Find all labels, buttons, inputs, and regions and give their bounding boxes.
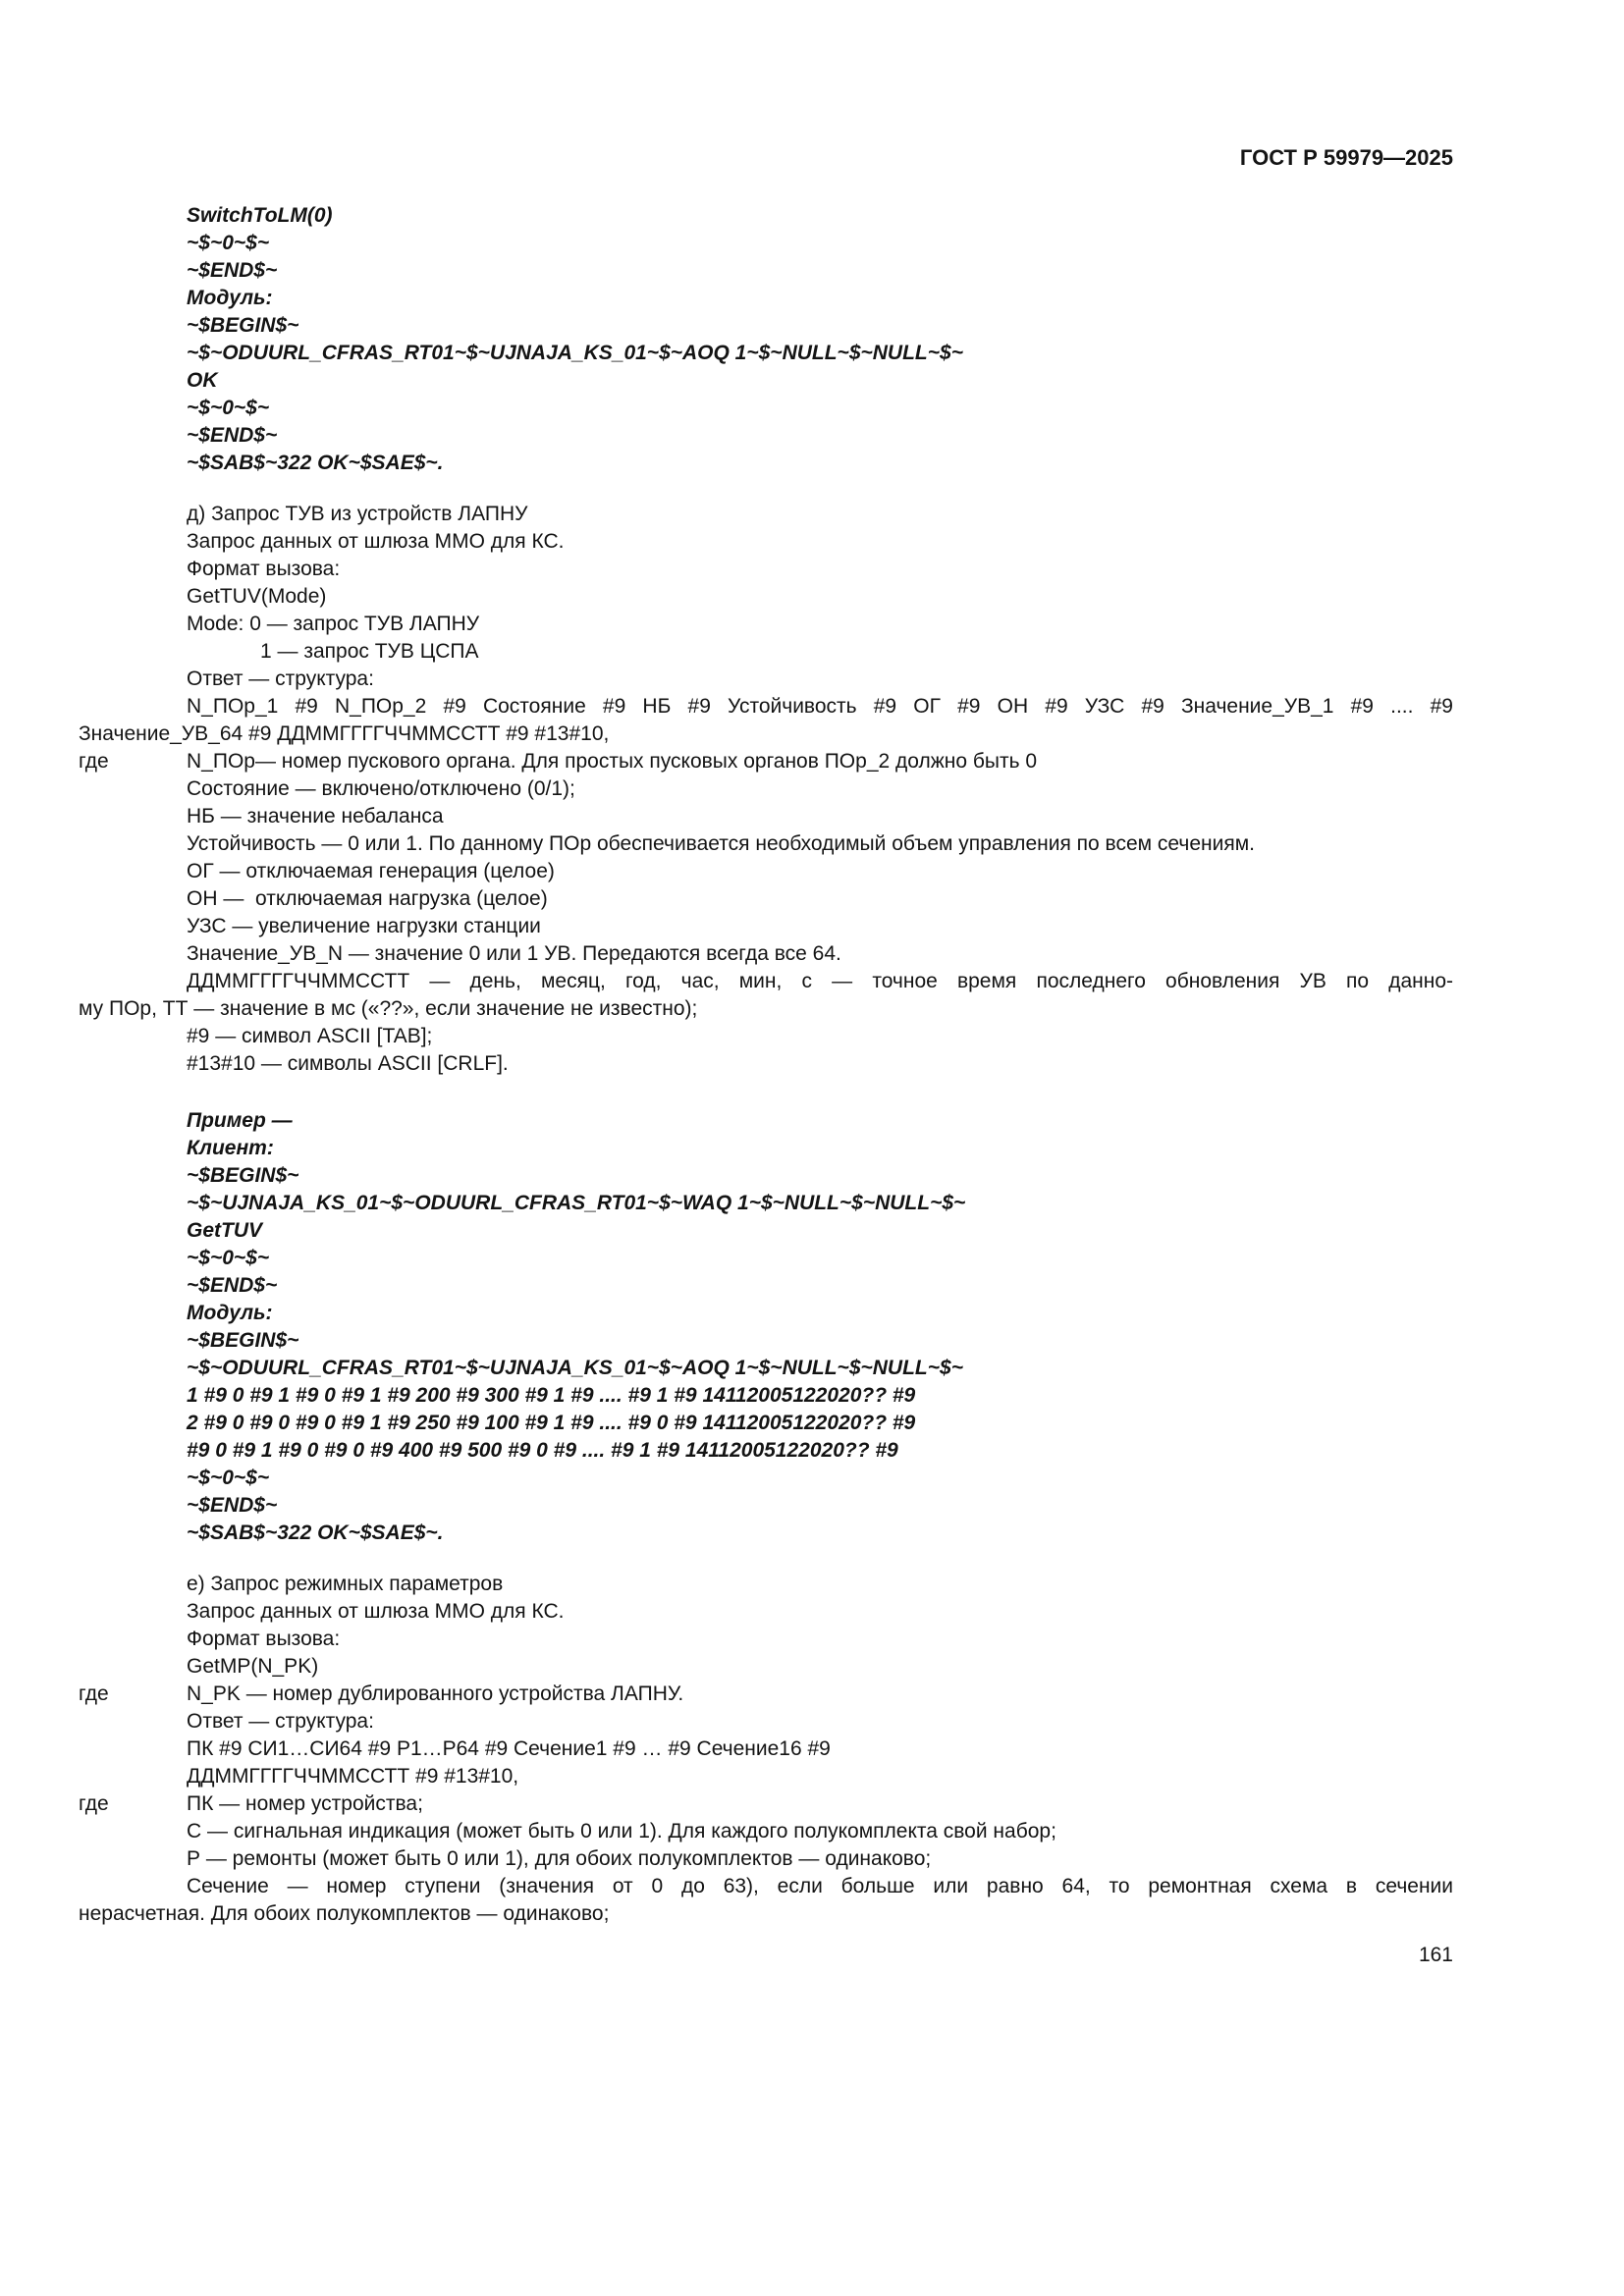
- text-line: Модуль:: [187, 287, 273, 309]
- text-line: ~$SAB$~322 OK~$SAE$~.: [187, 452, 444, 474]
- text-line: GetTUV(Mode): [187, 585, 327, 608]
- text-line: SwitchToLM(0): [187, 204, 333, 227]
- text-line: N_ПОр_1 #9 N_ПОр_2 #9 Состояние #9 НБ #9 Устойчивость #9 ОГ #9 ОН #9 УЗС #9 Значение_УВ_1 #9 .... #9: [187, 695, 1453, 718]
- text-line: #9 0 #9 1 #9 0 #9 0 #9 400 #9 500 #9 0 #9 .... #9 1 #9 14112005122020?? #9: [187, 1439, 898, 1462]
- text-line: ~$~0~$~: [187, 1467, 270, 1489]
- text-line: УЗС — увеличение нагрузки станции: [187, 915, 541, 937]
- text-line: му ПОр, ТТ — значение в мс («??», если значение не известно);: [79, 997, 698, 1020]
- text-line: 2 #9 0 #9 0 #9 0 #9 1 #9 250 #9 100 #9 1 #9 .... #9 0 #9 14112005122020?? #9: [187, 1412, 916, 1434]
- text-line: Формат вызова:: [187, 1628, 341, 1650]
- text-line: ~$BEGIN$~: [187, 1164, 299, 1187]
- line-text: N_PK — номер дублированного устройства ЛАПНУ.: [187, 1682, 684, 1705]
- text-line: Ответ — структура:: [187, 1710, 374, 1733]
- where-label: где: [79, 1682, 109, 1705]
- page-header: [79, 145, 1453, 171]
- text-line: Сечение — номер ступени (значения от 0 до 63), если больше или равно 64, то ремонтная схема в сечении: [187, 1875, 1453, 1897]
- page-footer: [79, 1942, 1453, 1969]
- text-line: GetMP(N_PK): [187, 1655, 319, 1678]
- text-line: Запрос данных от шлюза ММО для КС.: [187, 1600, 565, 1623]
- text-line: С — сигнальная индикация (может быть 0 или 1). Для каждого полукомплекта свой набор;: [187, 1820, 1056, 1842]
- text-line: ~$END$~: [187, 1274, 278, 1297]
- text-line: НБ — значение небаланса: [187, 805, 444, 828]
- text-line: [79, 1790, 1453, 1818]
- text-line: Запрос данных от шлюза ММО для КС.: [187, 530, 565, 553]
- text-line: Модуль:: [187, 1302, 273, 1324]
- text-line: ~$~ODUURL_CFRAS_RT01~$~UJNAJA_KS_01~$~AOQ 1~$~NULL~$~NULL~$~: [187, 1357, 963, 1379]
- text-line: ПК #9 СИ1…СИ64 #9 Р1…Р64 #9 Сечение1 #9 … #9 Сечение16 #9: [187, 1737, 831, 1760]
- text-line: ~$BEGIN$~: [187, 1329, 299, 1352]
- text-line: 1 #9 0 #9 1 #9 0 #9 1 #9 200 #9 300 #9 1 #9 .... #9 1 #9 14112005122020?? #9: [187, 1384, 916, 1407]
- text-line: ~$~ODUURL_CFRAS_RT01~$~UJNAJA_KS_01~$~AOQ 1~$~NULL~$~NULL~$~: [187, 342, 963, 364]
- text-line: ДДММГГГГЧЧММССТТ — день, месяц, год, час, мин, с — точное время последнего обновления УВ по данно-: [187, 970, 1453, 992]
- text-line: ОН — отключаемая нагрузка (целое): [187, 887, 548, 910]
- where-label: где: [79, 1792, 109, 1815]
- text-line: Mode: 0 — запрос ТУВ ЛАПНУ: [187, 613, 480, 635]
- text-line: Клиент:: [187, 1137, 274, 1159]
- text-line: ~$SAB$~322 OK~$SAE$~.: [187, 1522, 444, 1544]
- where-label: где: [79, 750, 109, 773]
- text-line: GetTUV: [187, 1219, 263, 1242]
- text-line: Р — ремонты (может быть 0 или 1), для обоих полукомплектов — одинаково;: [187, 1847, 932, 1870]
- text-line: ~$END$~: [187, 424, 278, 447]
- text-line: ~$~0~$~: [187, 232, 270, 254]
- text-line: ~$END$~: [187, 1494, 278, 1517]
- text-line: Состояние — включено/отключено (0/1);: [187, 777, 575, 800]
- line-text: ПК — номер устройства;: [187, 1792, 423, 1815]
- text-line: ~$~0~$~: [187, 397, 270, 419]
- text-line: ~$~0~$~: [187, 1247, 270, 1269]
- text-line: #9 — символ ASCII [TAB];: [187, 1025, 433, 1047]
- doc-number: ГОСТ Р 59979—2025: [1239, 145, 1453, 170]
- text-line: ~$~UJNAJA_KS_01~$~ODUURL_CFRAS_RT01~$~WAQ 1~$~NULL~$~NULL~$~: [187, 1192, 966, 1214]
- text-line: [79, 1681, 1453, 1708]
- text-line: Ответ — структура:: [187, 667, 374, 690]
- text-line: #13#10 — символы ASCII [CRLF].: [187, 1052, 509, 1075]
- text-line: OK: [187, 369, 218, 392]
- text-line: ДДММГГГГЧЧММССТТ #9 #13#10,: [187, 1765, 519, 1788]
- text-line: е) Запрос режимных параметров: [187, 1573, 504, 1595]
- text-line: нерасчетная. Для обоих полукомплектов — одинаково;: [79, 1902, 610, 1925]
- page-content: [79, 202, 1453, 1969]
- line-text: N_ПОр— номер пускового органа. Для простых пусковых органов ПОр_2 должно быть 0: [187, 750, 1038, 773]
- page-number: 161: [1418, 1944, 1453, 1966]
- text-line: 1 — запрос ТУВ ЦСПА: [260, 640, 479, 663]
- text-line: [79, 748, 1453, 775]
- text-line: Устойчивость — 0 или 1. По данному ПОр обеспечивается необходимый объем управления по всем сечениям.: [187, 832, 1255, 855]
- text-line: д) Запрос ТУВ из устройств ЛАПНУ: [187, 503, 528, 525]
- text-line: ОГ — отключаемая генерация (целое): [187, 860, 555, 882]
- text-line: ~$BEGIN$~: [187, 314, 299, 337]
- text-line: Значение_УВ_N — значение 0 или 1 УВ. Передаются всегда все 64.: [187, 942, 841, 965]
- text-line: ~$END$~: [187, 259, 278, 282]
- text-line: Формат вызова:: [187, 558, 341, 580]
- text-line: Значение_УВ_64 #9 ДДММГГГГЧЧММССТТ #9 #13#10,: [79, 722, 610, 745]
- text-line: Пример —: [187, 1109, 293, 1132]
